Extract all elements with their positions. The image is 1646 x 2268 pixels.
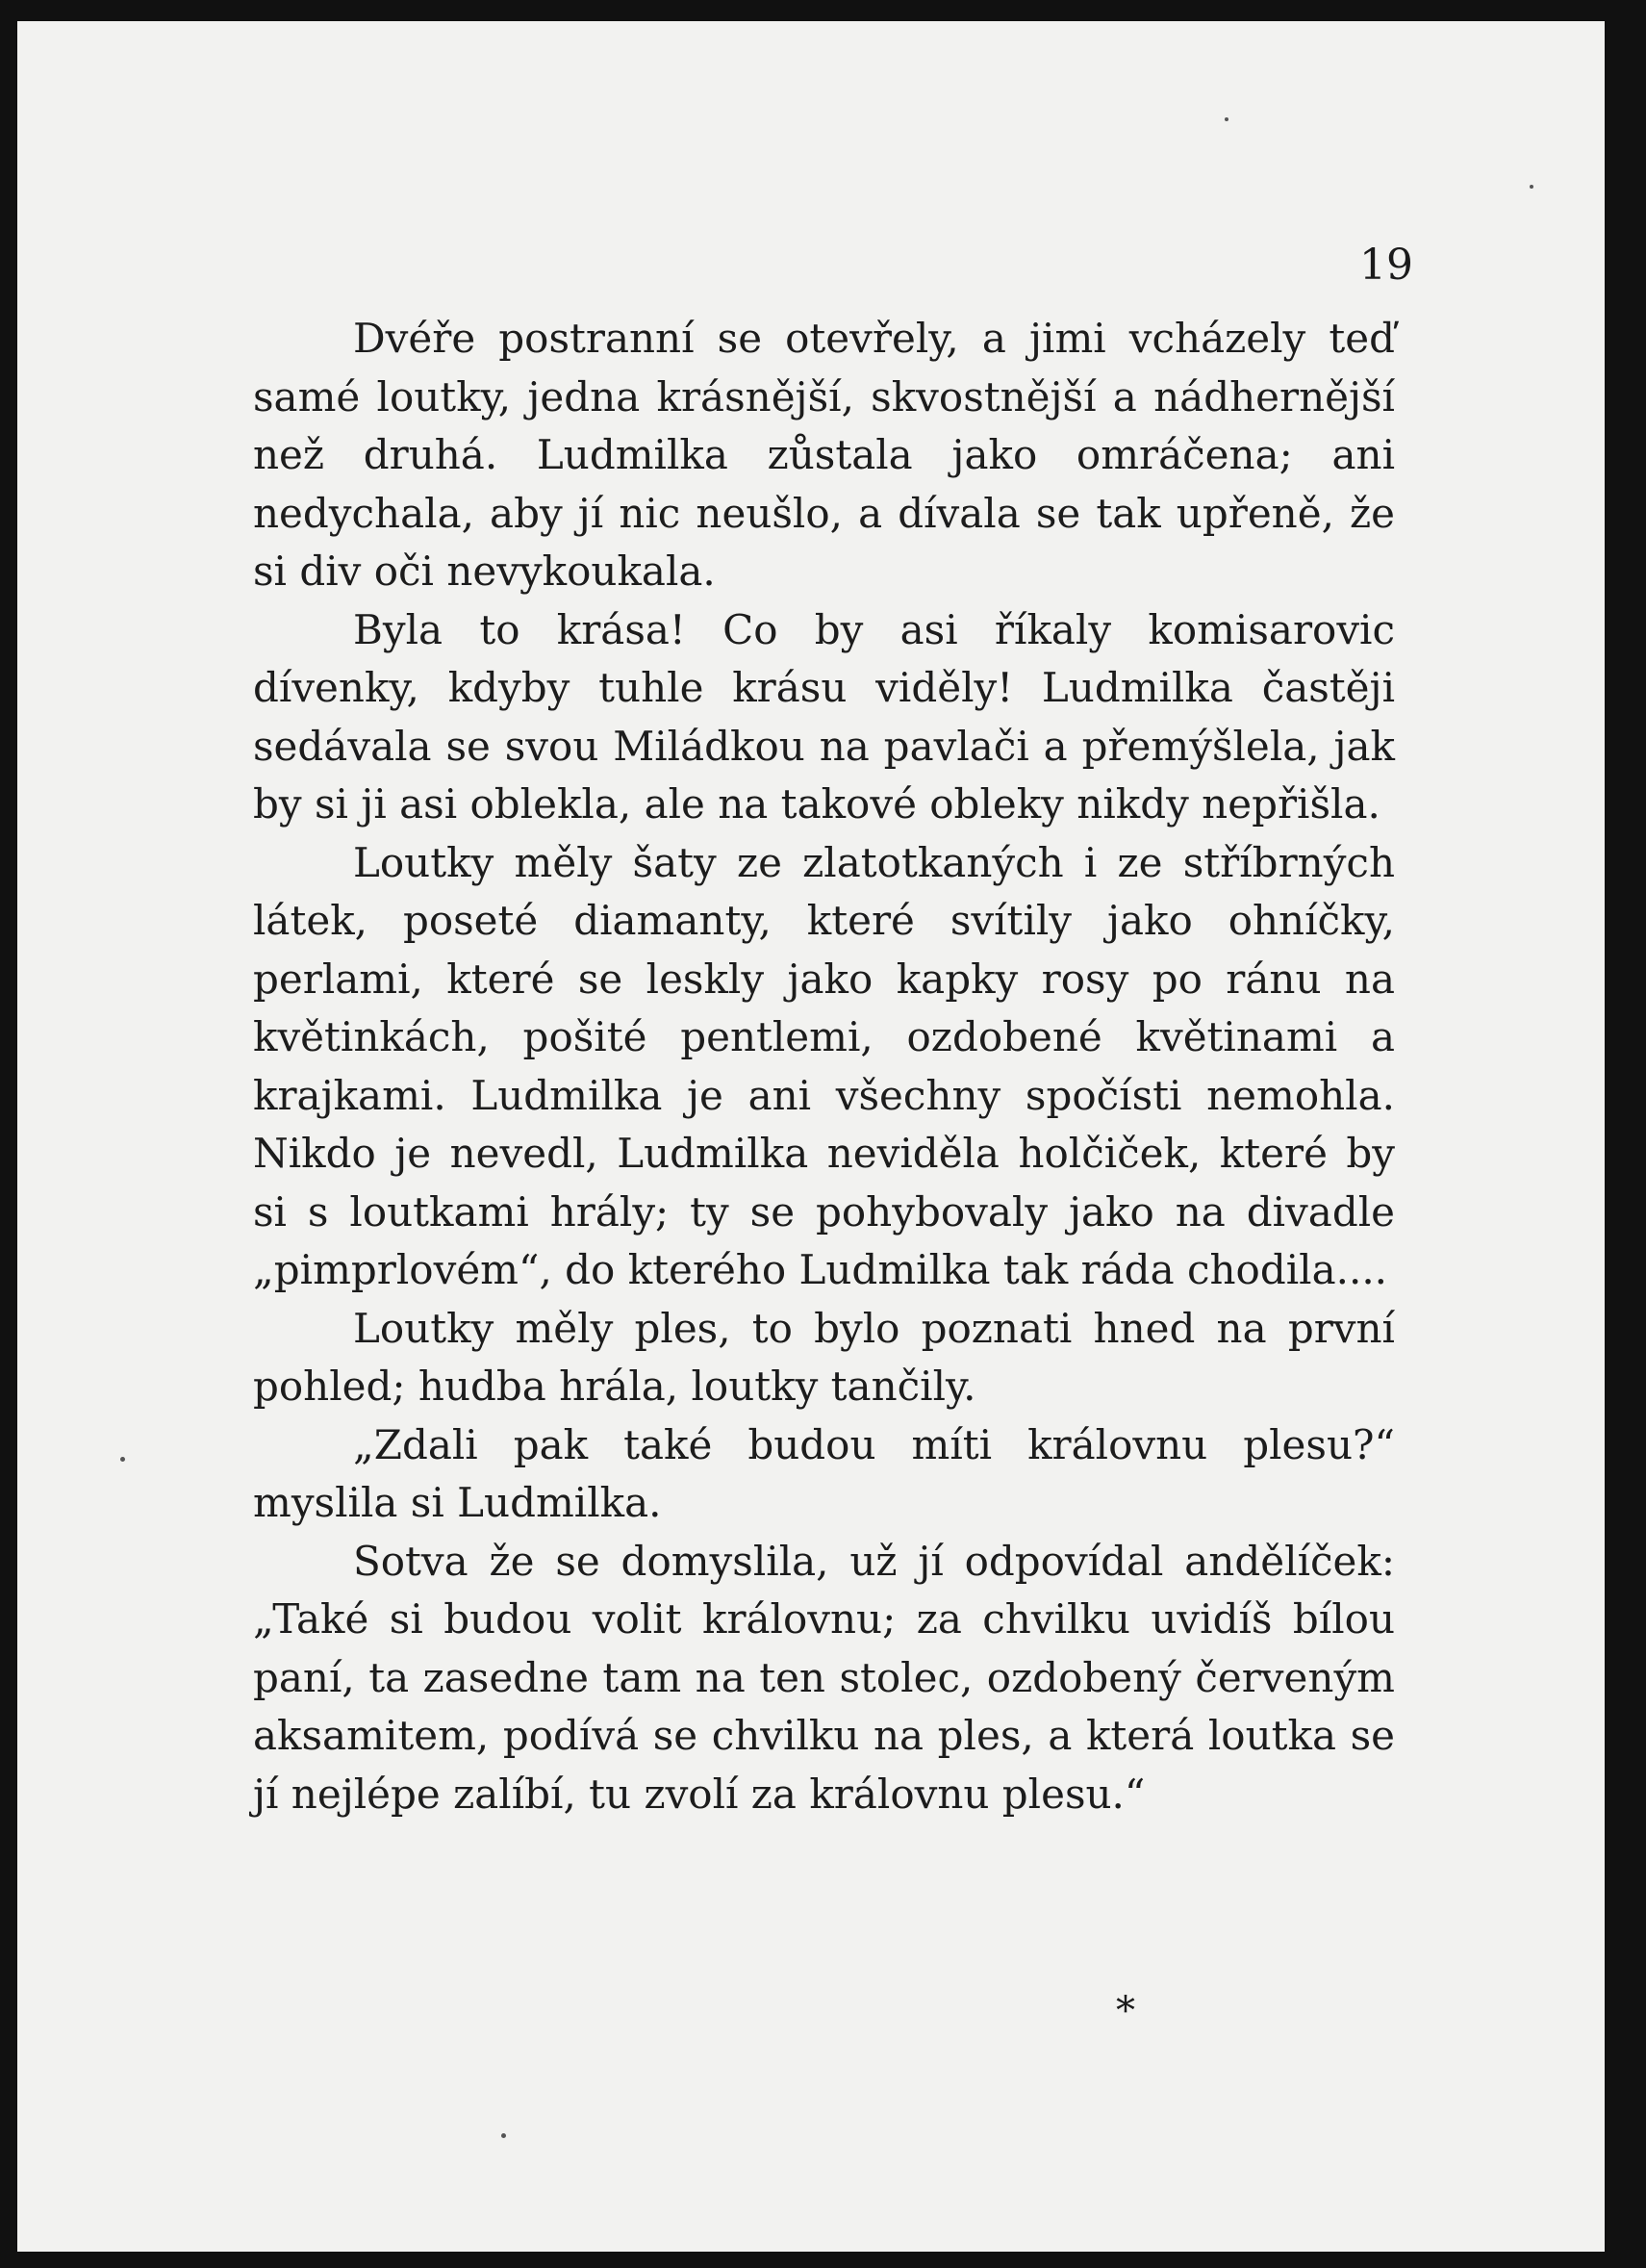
paragraph-6: Sotva že se domyslila, už jí odpovídal andělíček: „Také si budou volit královnu; za chvilku uvidíš bílou paní, ta zasedne tam na ten stolec, ozdobený červeným aksamitem, podívá se chvilku na ples, a která loutka se jí nejlépe zalíbí, tu zvolí za královnu plesu.“ — [253, 1537, 1395, 1818]
paper-speck — [1225, 117, 1228, 121]
paper-speck — [501, 2133, 506, 2138]
paragraph-4: Loutky měly ples, to bylo poznati hned na první pohled; hudba hrála, loutky tančily. — [253, 1304, 1395, 1410]
paragraph-3: Loutky měly šaty ze zlatotkaných i ze stříbrných látek, poseté diamanty, které svítily jako ohníčky, perlami, které se leskly jako kapky rosy po ránu na květinkách, pošité pentlemi, ozdobené květinami a krajkami. Ludmilka je ani všechny spočísti nemohla. Nikdo je nevedl, Ludmilka neviděla holčiček, které by si s loutkami hrály; ty se pohybovaly jako na divadle „pimprlovém“, do kterého Ludmilka tak ráda chodila.... — [253, 838, 1395, 1293]
paper-speck — [1530, 185, 1533, 189]
paragraph-1: Dvéře postranní se otevřely, a jimi vcházely teď samé loutky, jedna krásnější, skvostnější a nádhernější než druhá. Ludmilka zůstala jako omráčena; ani nedychala, aby jí nic neušlo, a dívala se tak upřeně, že si div oči nevykoukala. — [253, 315, 1395, 595]
book-page — [17, 21, 1605, 2252]
paragraph-5: „Zdali pak také budou míti královnu plesu?“ myslila si Ludmilka. — [253, 1420, 1395, 1526]
paragraph-2: Byla to krása! Co by asi říkaly komisarovic dívenky, kdyby tuhle krásu viděly! Ludmilka častěji sedávala se svou Miládkou na pavlači a přemýšlela, jak by si ji asi oblekla, ale na takové obleky nikdy nepřišla. — [253, 605, 1395, 828]
paper-speck — [120, 1457, 125, 1462]
section-mark: * — [1116, 1989, 1135, 2033]
body-text — [253, 310, 1395, 1823]
page-number: 19 — [1359, 241, 1413, 290]
